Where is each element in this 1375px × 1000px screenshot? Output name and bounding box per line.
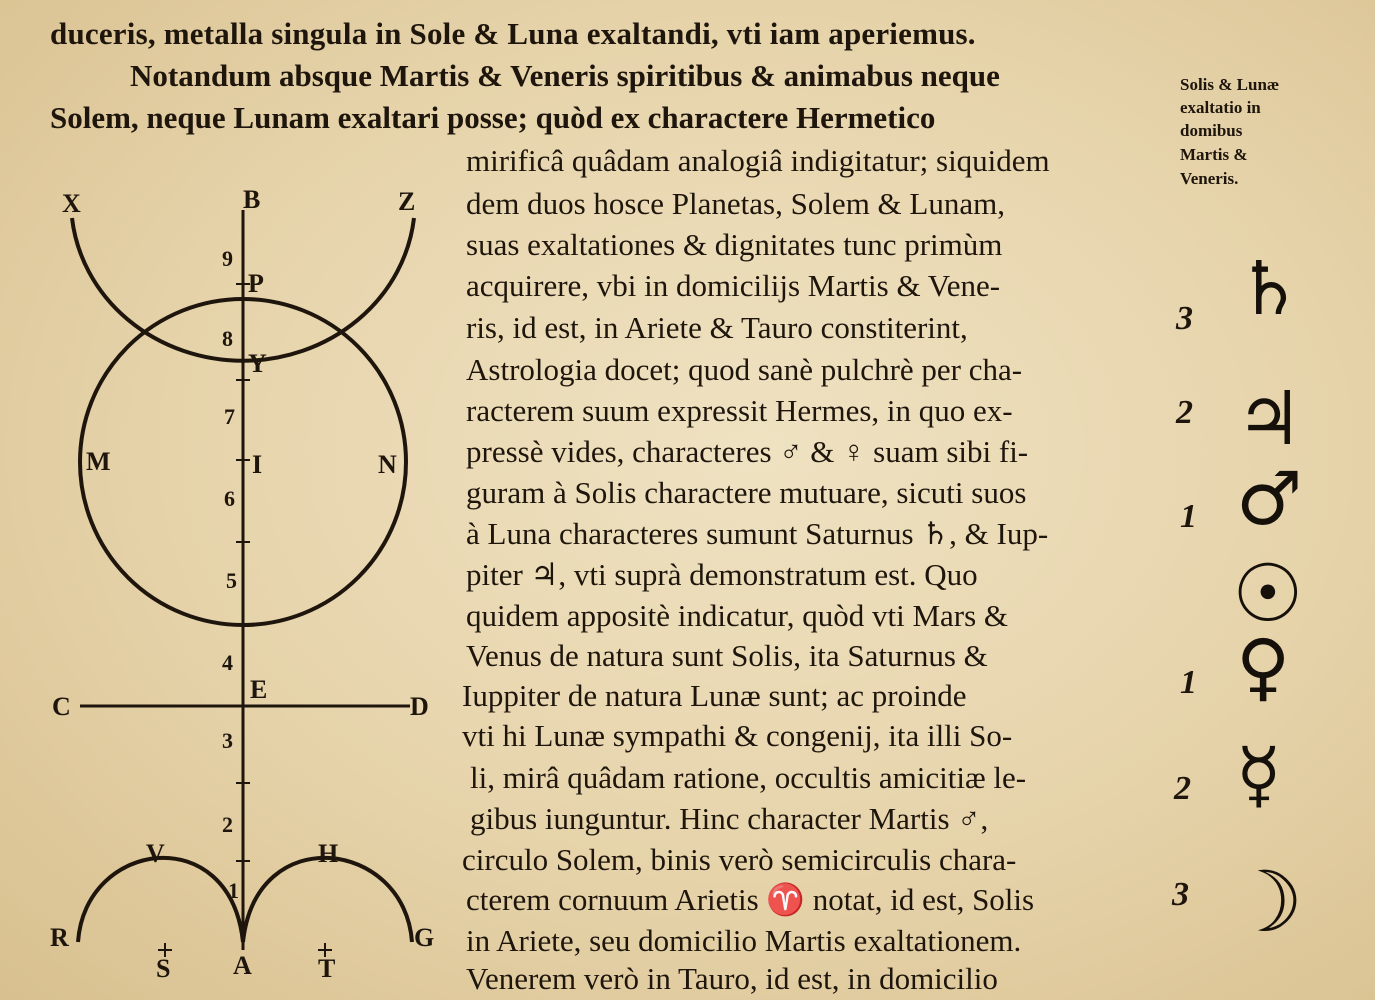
mercury-icon: ☿ [1236,732,1282,818]
label-e: E [250,675,268,704]
label-c: C [52,692,71,721]
margin-note-line: Solis & Lunæ [1180,75,1280,94]
text-line: Solem, neque Lunam exaltari posse; quòd ex charactere Hermetico [50,100,936,135]
scale-number: 7 [224,404,235,429]
rank-number: 2 [1174,770,1191,807]
text-line: suas exaltationes & dignitates tunc primùm [466,227,1003,262]
text-line: li, mirâ quâdam ratione, occultis amicitiæ le- [470,760,1027,795]
label-r: R [50,923,69,952]
scale-number: 3 [222,728,233,753]
jupiter-icon: ♃ [1236,376,1303,462]
text-line: piter ♃, vti suprà demonstratum est. Quo [466,557,978,592]
label-m: M [86,447,111,476]
text-line: acquirere, vbi in domicilijs Martis & Vene- [466,268,1001,303]
label-i: I [252,450,263,479]
venus-icon: ♀ [1236,624,1291,710]
text-line: Venerem verò in Tauro, id est, in domicilio [466,961,998,996]
label-z: Z [398,187,416,216]
moon-icon: ☽ [1228,853,1304,951]
label-t: T [318,954,336,983]
label-g: G [414,923,435,952]
scale-number: 1 [228,878,239,903]
scale-number: 5 [226,568,237,593]
text-line: quidem appositè indicatur, quòd vti Mars & [466,598,1009,633]
margin-note-line: domibus [1180,121,1243,140]
text-line: Astrologia docet; quod sanè pulchrè per cha- [466,352,1023,387]
text-line: in Ariete, seu domicilio Martis exaltationem. [466,923,1022,958]
text-line: cterem cornuum Arietis ♈ notat, id est, Solis [466,882,1035,917]
text-line: Notandum absque Martis & Veneris spiritibus & animabus neque [130,58,1000,93]
text-line: Iuppiter de natura Lunæ sunt; ac proinde [462,678,967,713]
scale-number: 4 [222,650,233,675]
label-n: N [378,450,397,479]
text-line: racterem suum expressit Hermes, in quo ex- [466,393,1013,428]
horn-right [243,858,412,942]
hermetic-diagram [0,180,450,1000]
scale-number: 2 [222,812,233,837]
sun-icon: ☉ [1232,547,1304,640]
text-line: vti hi Lunæ sympathi & congenij, ita illi So- [462,718,1013,753]
scale-number: 9 [222,246,233,271]
text-line: gibus iunguntur. Hinc character Martis ♂, [470,801,989,836]
label-h: H [318,839,339,868]
label-x: X [62,189,81,218]
rank-number: 3 [1172,876,1189,913]
rank-number: 1 [1180,664,1197,701]
rank-number: 2 [1176,394,1193,431]
text-line: duceris, metalla singula in Sole & Luna exaltandi, vti iam aperiemus. [50,16,976,51]
text-line: guram à Solis charactere mutuare, sicuti suos [466,475,1027,510]
scale-number: 8 [222,326,233,351]
margin-note-line: Martis & [1180,145,1248,164]
text-line: circulo Solem, binis verò semicirculis chara- [462,842,1017,877]
horn-left [78,858,243,942]
label-d: D [410,692,429,721]
margin-note-line: exaltatio in [1180,98,1261,117]
label-a: A [233,951,252,980]
label-b: B [243,185,261,214]
label-v: V [146,839,165,868]
text-line: Venus de natura sunt Solis, ita Saturnus & [466,638,988,673]
label-y: Y [248,349,267,378]
text-line: dem duos hosce Planetas, Solem & Lunam, [466,186,1005,221]
text-line: pressè vides, characteres ♂ & ♀ suam sibi fi- [466,434,1029,469]
rank-number: 1 [1180,498,1197,535]
text-line: mirificâ quâdam analogiâ indigitatur; siquidem [466,143,1050,178]
scale-number: 6 [224,486,235,511]
rank-number: 3 [1176,300,1193,337]
label-p: P [248,269,264,298]
text-line: à Luna characteres sumunt Saturnus ♄, & Iup- [466,516,1049,551]
saturn-icon: ♄ [1236,246,1303,332]
mars-icon: ♂ [1236,456,1303,542]
label-s: S [156,954,171,983]
margin-note-line: Veneris. [1180,169,1239,188]
text-line: ris, id est, in Ariete & Tauro constiterint, [466,310,968,345]
